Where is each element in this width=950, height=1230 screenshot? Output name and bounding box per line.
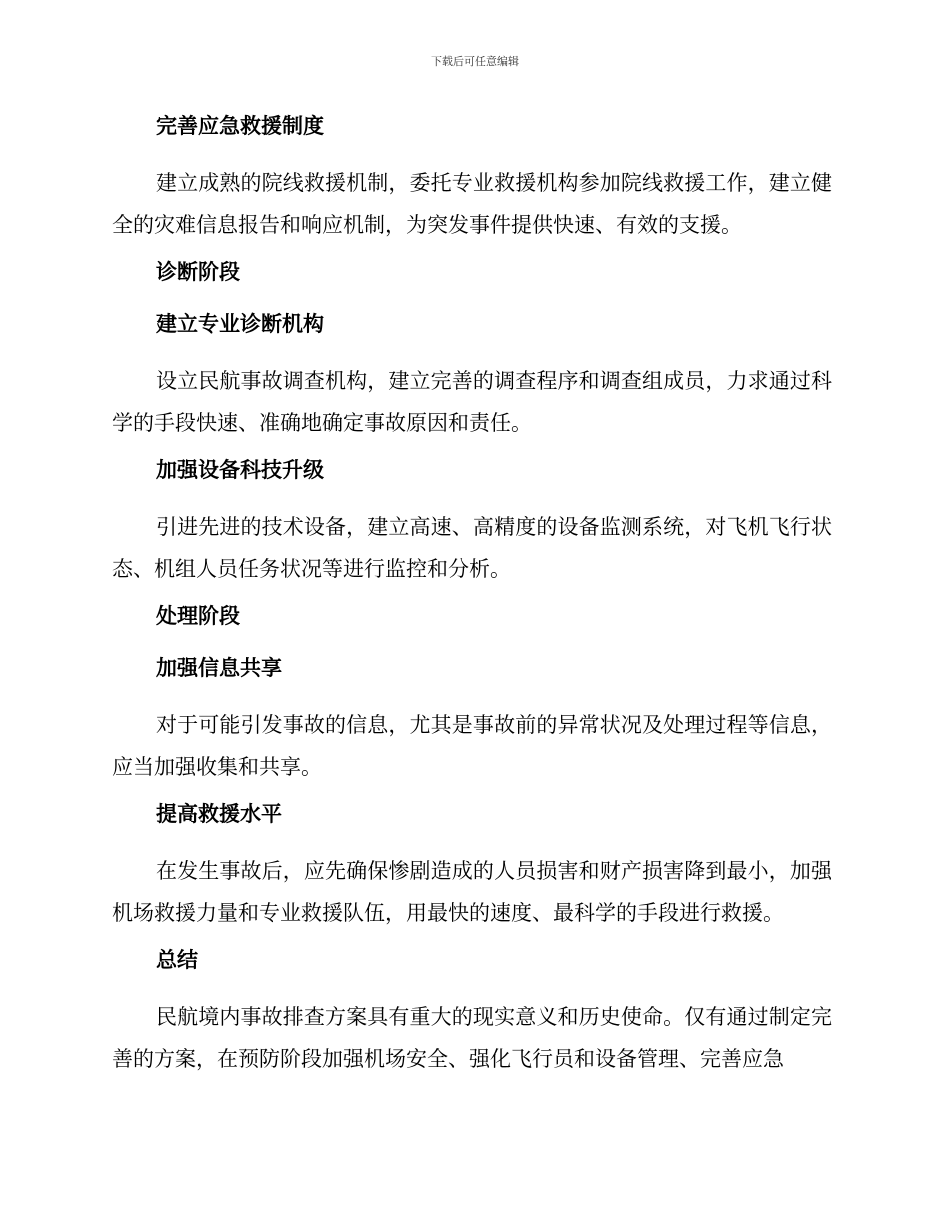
section-heading: 提高救援水平 [156,801,282,826]
body-paragraph: 民航境内事故排查方案具有重大的现实意义和历史使命。仅有通过制定完善的方案，在预防阶段加强机场安全、强化飞行员和设备管理、完善应急 [112,1005,832,1071]
header-note: 下载后可任意编辑 [431,55,519,68]
document-body [112,110,832,1090]
section-heading: 处理阶段 [156,603,240,628]
section-heading: 加强设备科技升级 [156,457,324,482]
body-paragraph: 在发生事故后，应先确保惨剧造成的人员损害和财产损害降到最小，加强机场救援力量和专业救援队伍，用最快的速度、最科学的手段进行救援。 [112,859,832,925]
section-heading: 诊断阶段 [156,259,240,284]
section-heading: 加强信息共享 [156,655,282,680]
section-heading: 总结 [156,947,198,972]
section-heading: 建立专业诊断机构 [156,311,324,336]
body-paragraph: 建立成熟的院线救援机制，委托专业救援机构参加院线救援工作，建立健全的灾难信息报告和响应机制，为突发事件提供快速、有效的支援。 [112,171,832,237]
body-paragraph: 引进先进的技术设备，建立高速、高精度的设备监测系统，对飞机飞行状态、机组人员任务状况等进行监控和分析。 [112,515,832,581]
body-paragraph: 对于可能引发事故的信息，尤其是事故前的异常状况及处理过程等信息，应当加强收集和共享。 [112,713,832,779]
section-heading: 完善应急救援制度 [156,113,324,138]
body-paragraph: 设立民航事故调查机构，建立完善的调查程序和调查组成员，力求通过科学的手段快速、准确地确定事故原因和责任。 [112,369,832,435]
